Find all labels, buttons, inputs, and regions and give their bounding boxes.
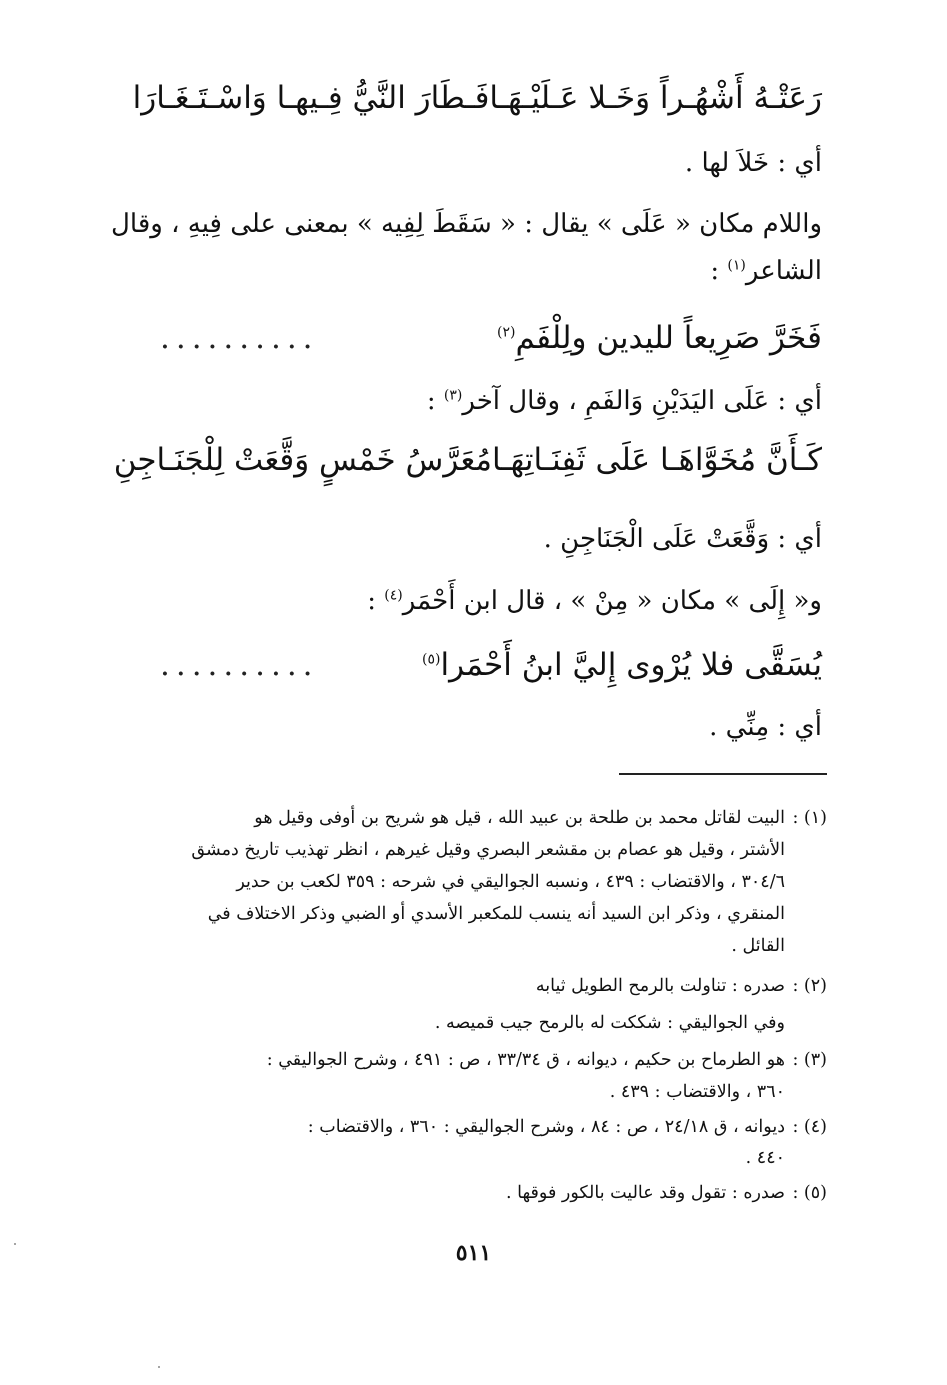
footnote-ref-5[interactable]: (٥): [422, 651, 441, 668]
footnote-1-line-2: الأشتر ، وقيل هو عصام بن مقشعر البصري وقيل غيرهم ، انظر تهذيب تاريخ دمشق: [191, 840, 785, 860]
footnote-3-text-1: هو الطرماح بن حكيم ، ديوانه ، ق ٣٣/٣٤ ، ص : ٤٩١ ، وشرح الجواليقي :: [266, 1050, 785, 1070]
prose-line-shair: [160, 252, 822, 290]
explanation-line-2: [160, 382, 822, 420]
footnote-5-text-1: صدره : تقول وقد عاليت بالكور فوقها .: [506, 1183, 785, 1203]
verse-1-first-hemistich: رَعَتْـهُ أَشْهُـراً وَخَـلا عَـلَيْـهَـا: [489, 80, 822, 116]
footnote-2-text-1: صدره : تناولت بالرمح الطويل ثيابه: [535, 976, 785, 996]
verse-line-3: [113, 440, 822, 480]
explanation-line-3: أي : وَقَّعَتْ عَلَى الْجَنَاجِنِ .: [543, 524, 822, 554]
prose-line-lam: واللام مكان « عَلَى » يقال : « سَقَطَ لِفِيه » بمعنى على فِيهِ ، وقال: [111, 209, 822, 239]
verse-line-2: [160, 318, 822, 358]
footnote-2-line-2: وفي الجواليقي : شككت له بالرمح جيب قميصه .: [434, 1013, 785, 1033]
verse-2-ellipsis: ..........: [160, 320, 319, 356]
footnote-4-line-1: [160, 1112, 827, 1142]
footnote-2-number: (٢) :: [792, 976, 827, 996]
line-9-text: و« إِلَى » مكان « مِنْ » ، قال ابن أَحْمَر: [402, 586, 822, 616]
explanation-line-1: أي : خَلاَ لها .: [684, 148, 822, 178]
footnote-3-line-1: [160, 1045, 827, 1075]
verse-3-first-hemistich: كَـأَنَّ مُخَوَّاهَـا عَلَى ثَفِنَـاتِهَـا: [492, 442, 822, 478]
footnote-3-line-2: ٣٦٠ ، والاقتضاب : ٤٣٩ .: [609, 1082, 785, 1102]
verse-line-4: [160, 645, 822, 685]
footnote-1-line-5: القائل .: [731, 936, 785, 956]
page-number: ٥١١: [455, 1240, 492, 1266]
footnote-3-number: (٣) :: [792, 1050, 827, 1070]
line-6-text: أي : عَلَى اليَدَيْنِ وَالفَمِ ، وقال آخر: [462, 386, 822, 416]
footnote-ref-4[interactable]: (٤): [384, 587, 403, 604]
verse-4-ellipsis: ..........: [160, 647, 319, 683]
footnote-5-line-1: [160, 1178, 827, 1208]
footnote-2-line-1: [160, 971, 827, 1001]
prose-line-ila: [160, 582, 822, 620]
footnote-1-line-3: ٣٠٤/٦ ، والاقتضاب : ٤٣٩ ، ونسبه الجواليقي في شرحه : ٣٥٩ لكعب بن حدير: [236, 872, 785, 892]
shair-text: الشاعر: [745, 256, 822, 286]
explanation-line-4: أي : مِنِّي .: [709, 712, 822, 742]
line-6-colon: :: [426, 386, 444, 416]
footnote-ref-2[interactable]: (٢): [497, 324, 516, 341]
verse-4-text: يُسَقَّى فلا يُرْوى إِليَّ ابنُ أَحْمَرا$^{(٥)}$: [422, 647, 822, 683]
scan-speck: [14, 1243, 16, 1245]
footnote-1-line-4: المنقري ، وذكر ابن السيد أنه ينسب للمكعبر الأسدي أو الضبي وذكر الاختلاف في: [207, 904, 785, 924]
verse-2-text: فَخَرَّ صَرِيعاً لليدين ولِلْفَمِ$^{(٢)}$: [497, 320, 822, 356]
footnote-4-text-1: ديوانه ، ق ٢٤/١٨ ، ص : ٨٤ ، وشرح الجواليقي : ٣٦٠ ، والاقتضاب :: [307, 1117, 785, 1137]
footnote-1-text-1: البيت لقاتل محمد بن طلحة بن عبيد الله ، قيل هو شريح بن أوفى وقيل هو: [254, 808, 785, 828]
verse-1-second-hemistich: فَـطَارَ النَّيُّ فِـيهـا وَاسْـتَـغَـارَا: [132, 80, 490, 116]
footnote-ref-1[interactable]: (١): [727, 257, 746, 274]
shair-colon: :: [710, 256, 728, 286]
footnote-1-number: (١) :: [792, 808, 827, 828]
footnote-4-number: (٤) :: [792, 1117, 827, 1137]
footnote-4-line-2: ٤٤٠ .: [745, 1148, 785, 1168]
footnote-ref-3[interactable]: (٣): [443, 387, 463, 404]
footnote-1-line-1: [160, 803, 827, 833]
scan-speck: [158, 1366, 160, 1368]
verse-3-second-hemistich: مُعَرَّسُ خَمْسٍ وَقَّعَتْ لِلْجَنَـاجِنِ: [113, 442, 493, 478]
footnote-separator: [619, 773, 827, 775]
verse-line-1: [132, 78, 822, 118]
footnote-5-number: (٥) :: [792, 1183, 827, 1203]
line-9-colon: :: [367, 586, 385, 616]
